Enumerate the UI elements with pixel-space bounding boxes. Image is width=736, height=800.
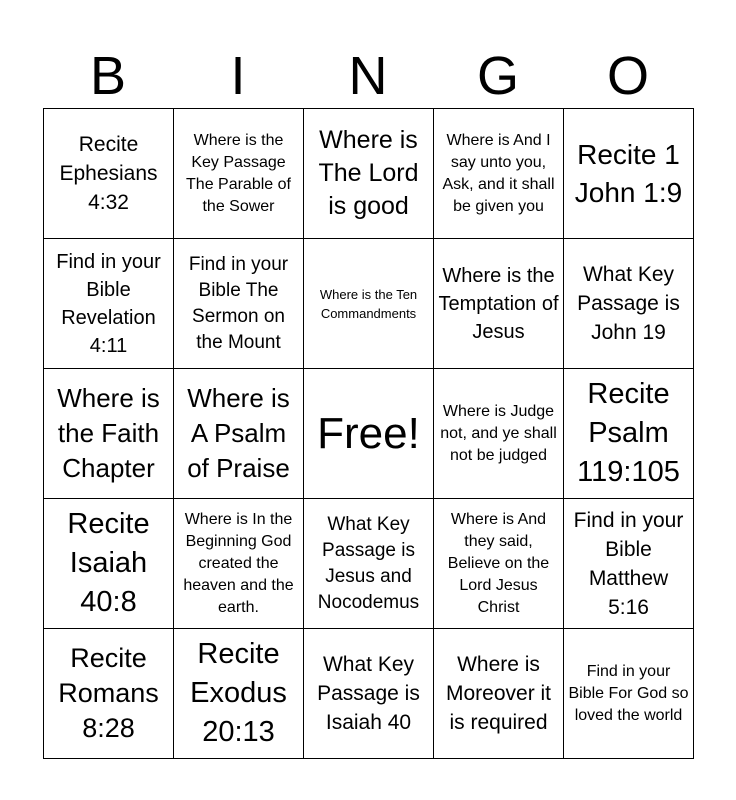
cell-text: Recite Psalm 119:105: [577, 378, 680, 488]
bingo-cell[interactable]: [44, 239, 174, 369]
cell-text: Where is The Lord is good: [318, 126, 419, 220]
cell-text: Where is the Faith Chapter: [57, 383, 160, 483]
bingo-cell[interactable]: [564, 499, 694, 629]
bingo-cell[interactable]: [304, 109, 434, 239]
bingo-row-2: [44, 239, 694, 369]
bingo-cell[interactable]: [44, 499, 174, 629]
bingo-cell[interactable]: [564, 109, 694, 239]
bingo-card-grid: [43, 108, 694, 759]
cell-text: Recite 1 John 1:9: [574, 138, 683, 208]
bingo-row-1: [44, 109, 694, 239]
bingo-row-3: [44, 369, 694, 499]
free-space-cell[interactable]: [304, 369, 434, 499]
free-space-label: Free!: [317, 408, 420, 458]
cell-text: Recite Ephesians 4:32: [59, 133, 158, 214]
cell-text: Find in your Bible Revelation 4:11: [56, 250, 161, 357]
cell-text: Where is In the Beginning God created the heaven and the earth.: [183, 510, 294, 616]
bingo-cell[interactable]: [564, 629, 694, 759]
bingo-cell[interactable]: [564, 239, 694, 369]
bingo-row-4: [44, 499, 694, 629]
bingo-cell[interactable]: [304, 239, 434, 369]
bingo-row-5: [44, 629, 694, 759]
cell-text: Where is And they said, Believe on the Lord Jesus Christ: [447, 510, 550, 616]
bingo-cell[interactable]: [44, 629, 174, 759]
cell-text: Where is the Temptation of Jesus: [438, 264, 559, 343]
bingo-cell[interactable]: [434, 109, 564, 239]
bingo-cell[interactable]: [304, 629, 434, 759]
bingo-cell[interactable]: [174, 629, 304, 759]
bingo-cell[interactable]: [434, 629, 564, 759]
header-letter-g: G: [476, 46, 519, 106]
bingo-cell[interactable]: [174, 239, 304, 369]
header-letter-b: B: [89, 46, 127, 106]
header-letter-o: O: [606, 46, 649, 106]
cell-text: Where is A Psalm of Praise: [187, 383, 290, 483]
cell-text: Recite Isaiah 40:8: [67, 508, 150, 618]
bingo-header: [43, 44, 693, 108]
cell-text: What Key Passage is Isaiah 40: [317, 653, 420, 734]
bingo-cell[interactable]: [304, 499, 434, 629]
bingo-cell[interactable]: [174, 109, 304, 239]
cell-text: Where is Judge not, and ye shall not be judged: [440, 402, 557, 464]
cell-text: Recite Exodus 20:13: [190, 638, 287, 748]
cell-text: Find in your Bible Matthew 5:16: [573, 508, 684, 619]
cell-text: What Key Passage is Jesus and Nocodemus: [317, 513, 420, 613]
cell-text: Where is the Ten Commandments: [319, 286, 418, 321]
bingo-cell[interactable]: [434, 239, 564, 369]
bingo-cell[interactable]: [174, 499, 304, 629]
header-letter-n: N: [348, 46, 388, 106]
cell-text: Where is And I say unto you, Ask, and it shall be given you: [442, 131, 555, 215]
cell-text: Where is Moreover it is required: [445, 653, 552, 734]
cell-text: Recite Romans 8:28: [58, 643, 159, 743]
header-letter-i: I: [230, 46, 246, 106]
cell-text: What Key Passage is John 19: [577, 263, 680, 344]
bingo-cell[interactable]: [174, 369, 304, 499]
bingo-cell[interactable]: [564, 369, 694, 499]
bingo-cell[interactable]: [44, 109, 174, 239]
cell-text: Find in your Bible The Sermon on the Mount: [188, 253, 289, 353]
bingo-cell[interactable]: [434, 369, 564, 499]
bingo-cell[interactable]: [44, 369, 174, 499]
cell-text: Where is the Key Passage The Parable of the Sower: [186, 131, 291, 215]
cell-text: Find in your Bible For God so loved the world: [568, 662, 689, 724]
bingo-cell[interactable]: [434, 499, 564, 629]
